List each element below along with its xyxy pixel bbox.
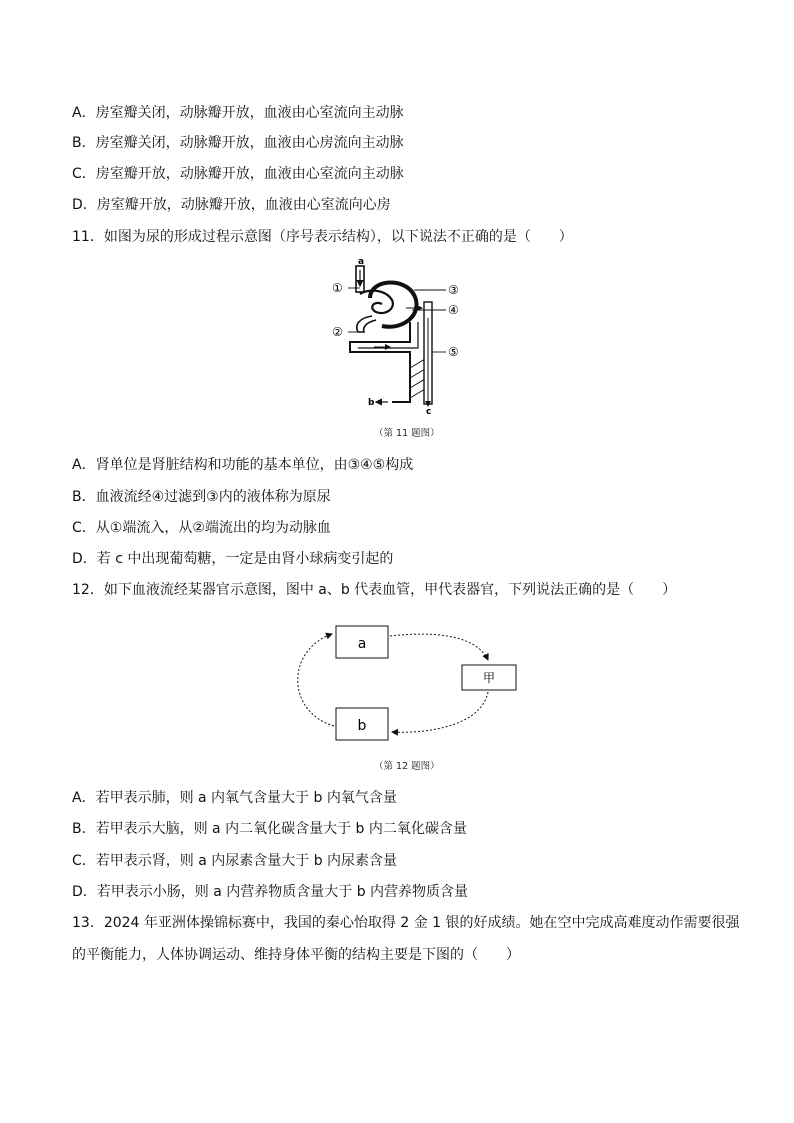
renal-tubule — [350, 322, 410, 402]
q11-stem: 11．如图为尿的形成过程示意图（序号表示结构），以下说法不正确的是（ ） — [72, 229, 573, 245]
arrow-a-to-organ — [390, 634, 488, 660]
fig11-caption: （第 11 题图） — [374, 428, 440, 439]
fig12-caption: （第 12 题图） — [374, 761, 440, 772]
q10-option-c: C．房室瓣开放，动脉瓣开放，血液由心室流向主动脉 — [72, 166, 404, 182]
q13-stem-line2: 的平衡能力，人体协调运动、维持身体平衡的结构主要是下图的（ ） — [72, 947, 520, 963]
arrow-b-to-a — [298, 634, 334, 726]
q12-option-b: B．若甲表示大脑，则 a 内二氧化碳含量大于 b 内二氧化碳含量 — [72, 821, 467, 837]
q12-option-c: C．若甲表示肾，则 a 内尿素含量大于 b 内尿素含量 — [72, 853, 398, 869]
q13-stem-line1: 13．2024 年亚洲体操锦标赛中，我国的秦心怡取得 2 金 1 银的好成绩。她在空中完成高难度动作需要很强 — [72, 915, 740, 931]
glomerulus — [360, 291, 393, 313]
label-4: ④ — [448, 303, 459, 317]
label-2: ② — [332, 325, 343, 339]
q11-option-b: B．血液流经④过滤到③内的液体称为原尿 — [72, 489, 331, 505]
q10-option-b: B．房室瓣关闭，动脉瓣开放，血液由心房流向主动脉 — [72, 135, 404, 151]
nephron-diagram — [330, 258, 490, 418]
efferent-vessel — [357, 316, 376, 332]
q12-option-a: A．若甲表示肺，则 a 内氧气含量大于 b 内氧气含量 — [72, 790, 397, 806]
label-b: b — [368, 398, 375, 408]
box-b-label: b — [357, 718, 367, 734]
q10-option-a: A．房室瓣关闭，动脉瓣开放，血液由心室流向主动脉 — [72, 105, 404, 121]
box-a-label: a — [357, 636, 367, 652]
blood-flow-diagram — [282, 620, 522, 750]
q12-option-d: D．若甲表示小肠，则 a 内营养物质含量大于 b 内营养物质含量 — [72, 884, 469, 900]
label-c: c — [426, 407, 432, 417]
q10-option-d: D．房室瓣开放，动脉瓣开放，血液由心室流向心房 — [72, 197, 391, 213]
label-5: ⑤ — [448, 345, 459, 359]
q12-stem: 12．如下血液流经某器官示意图，图中 a、b 代表血管，甲代表器官，下列说法正确的是（ ） — [72, 582, 677, 598]
label-3: ③ — [448, 283, 459, 297]
label-a: a — [358, 257, 365, 267]
q11-option-d: D．若 c 中出现葡萄糖，一定是由肾小球病变引起的 — [72, 551, 394, 567]
arrow-organ-to-b — [392, 692, 488, 732]
q11-option-c: C．从①端流入，从②端流出的均为动脉血 — [72, 520, 331, 536]
organ-label: 甲 — [482, 671, 496, 685]
q11-option-a: A．肾单位是肾脏结构和功能的基本单位，由③④⑤构成 — [72, 457, 414, 473]
label-1: ① — [332, 281, 343, 295]
